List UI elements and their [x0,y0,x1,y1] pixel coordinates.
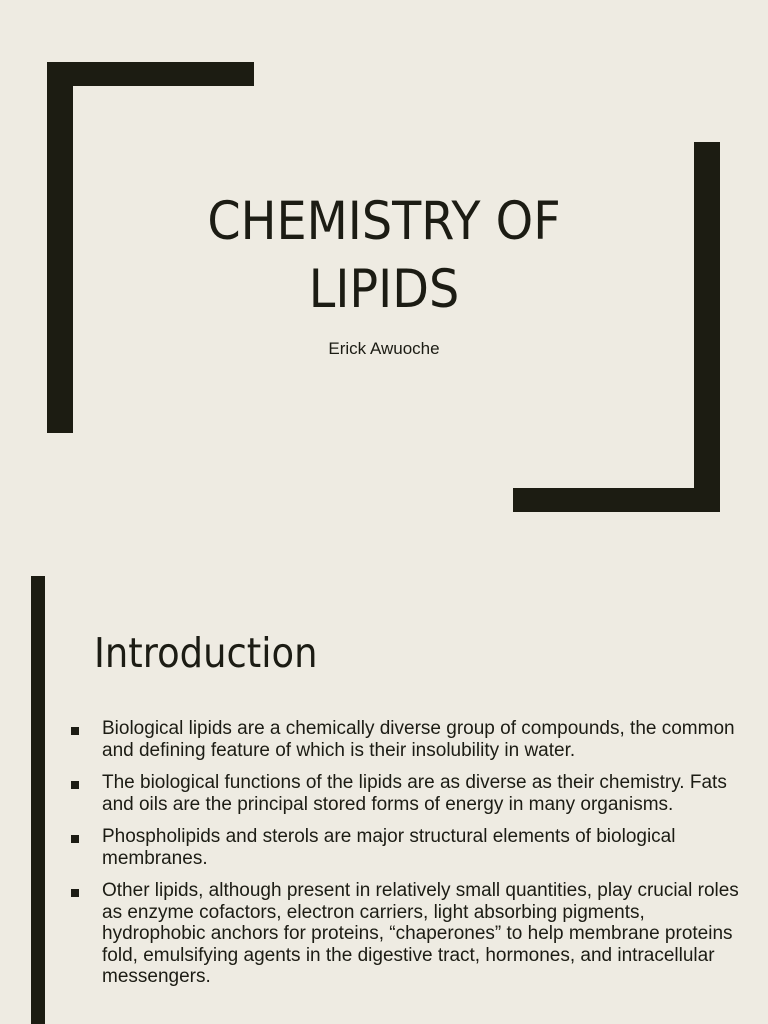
bullet-text: The biological functions of the lipids are as diverse as their chemistry. Fats and oils are the principal stored forms of energy in many organisms. [102,772,727,815]
bullet-square-icon [71,727,79,735]
bullet-item [68,772,740,815]
bullet-text: Other lipids, although present in relatively small quantities, play crucial roles as enzyme cofactors, electron carriers, light absorbing pigments, hydrophobic anchors for proteins, “chaperones” to help membrane proteins fold, emulsifying agents in the digestive tract, hormones, and intracellular messengers. [102,880,739,987]
title-line-1: CHEMISTRY OF [207,191,561,252]
bullet-text: Biological lipids are a chemically diverse group of compounds, the common and defining feature of which is their insolubility in water. [102,718,735,761]
intro-accent-bar [31,576,45,1024]
presentation-title [128,188,639,324]
frame-bottom-right-horizontal-bar [513,488,720,512]
author-name: Erick Awuoche [328,339,440,358]
bullet-item [68,826,740,869]
intro-heading: Introduction [94,629,318,677]
bullet-square-icon [71,835,79,843]
bullet-item [68,718,740,761]
bullet-text: Phospholipids and sterols are major structural elements of biological membranes. [102,826,676,869]
frame-top-left-horizontal-bar [47,62,254,86]
intro-bullet-list [68,718,740,999]
frame-bottom-right-vertical-bar [694,142,720,512]
bullet-square-icon [71,781,79,789]
bullet-square-icon [71,889,79,897]
bullet-item [68,880,740,988]
frame-top-left-vertical-bar [47,62,73,433]
title-line-2: LIPIDS [308,259,460,320]
